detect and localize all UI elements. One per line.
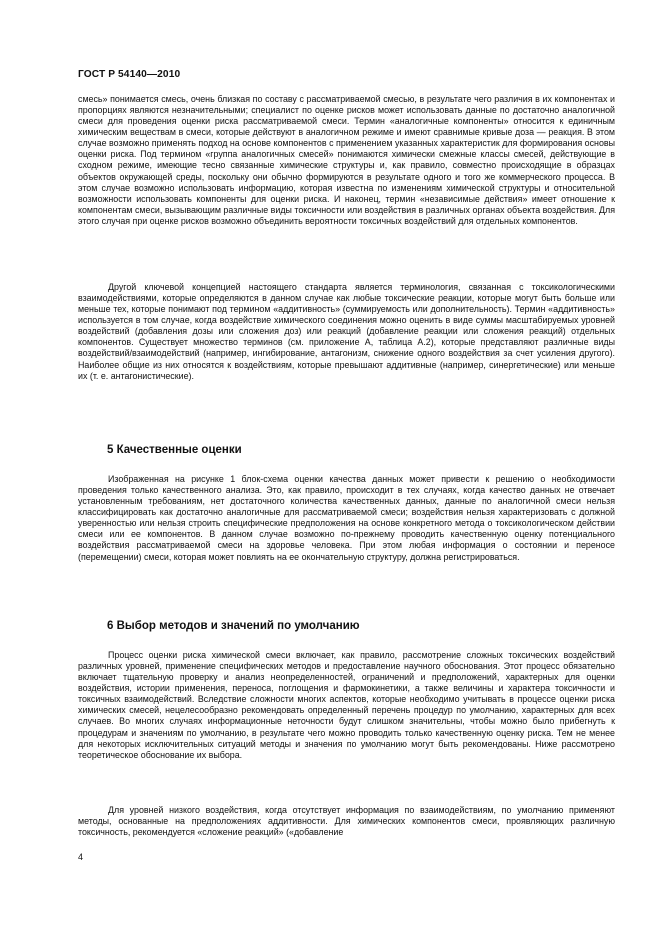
paragraph-qualitative: Изображенная на рисунке 1 блок-схема оценки качества данных может привести к решению о необходимости проведения только качественного анализа. Это, как правило, происходит в тех случаях, когда качество данных не отвечает установленным требованиям, нет достаточного количества качественных данных, данные по аналогичной смеси нельзя классифицировать как достаточно аналогичные для рассматриваемой смеси; воздействия нельзя характеризовать с должной уверенностью или нельзя строить специфические предположения на основе конкретного метода о токсикологическом действии смеси или ее компонентов. В данном случае возможно по-прежнему проводить качественную оценку потенциального воздействия рассматриваемой смеси на здоровье человека. При этом любая информация о состоянии и переносе (перемещении) смеси, которая может повлиять на ее окончательную структуру, должна регистрироваться. bbox=[78, 474, 615, 562]
paragraph-interactions: Другой ключевой концепцией настоящего стандарта является терминология, связанная с токсикологическими взаимодействиями, которые определяются в данном случае как любые токсические реакции, которые могут быть больше или меньше тех, которые понимают под термином «аддитивность» (суммируемость или дополнительность). Термин «аддитивность» используется в том случае, когда воздействие химического соединения можно оценить в виде суммы масштабируемых уровней воздействий (добавления дозы или сложения доз) или реакций (добавление реакции или сложения реакций) отдельных компонентов. Существует множество терминов (см. приложение А, таблица А.2), которые представляют различные виды воздействий/взаимодействий (например, ингибирование, антагонизм, снижение одного воздействия за счет усиления другого). Наиболее общие из них относятся к воздействиям, которые превышают аддитивные (например, синергетические) или меньше их (т. е. антагонистические). bbox=[78, 282, 615, 381]
document-header: ГОСТ Р 54140—2010 bbox=[78, 69, 181, 80]
section-heading-6: 6 Выбор методов и значений по умолчанию bbox=[107, 620, 360, 632]
paragraph-default-methods: Процесс оценки риска химической смеси включает, как правило, рассмотрение сложных токсических воздействий различных уровней, применение специфических методов и предоставление научного обоснования. Этот процесс обязательно включает тщательную проверку и анализ неопределенностей, ограничений и предположений, характерных для оценки воздействия, истории применения, переноса, поглощения и фармокинетики, а также величины и характера токсичности и токсичных взаимодействий. Вследствие сложности многих аспектов, которые необходимо учитывать в процессе оценки риска химических смесей, нецелесообразно рекомендовать определенный перечень процедур по умолчанию, характерных для всех случаев. Во многих случаях информационные неточности будут слишком значительны, чтобы можно было прибегнуть к процедурам и значениям по умолчанию, в результате чего можно проводить только качественную оценку риска. Тем не менее для некоторых исключительных ситуаций методы и значения по умолчанию могут быть рекомендованы. Ниже рассмотрено теоретическое обоснование их выбора. bbox=[78, 650, 615, 760]
page-number: 4 bbox=[78, 852, 84, 862]
paragraph-terms-analogous: смесь» понимается смесь, очень близкая по составу с рассматриваемой смесью, в результате чего различия в их компонентах и пропорциях являются незначительными; специалист по оценке рисков может использовать данные по достаточно аналогичной смеси для проведения оценки риска рассматриваемой смеси. Термин «аналогичные компоненты» относится к единичным химическим веществам в смеси, которые действуют в аналогичном режиме и имеют сравнимые кривые доза — реакция. В этом случае возможно применять подход на основе компонентов с применением указанных характеристик для формирования основы оценки риска. Под термином «группа аналогичных смесей» понимаются химически смежные классы смесей, действующие в сходном режиме, имеющие тесно связанные химические структуры и, как правило, совместно происходящие в образцах объектов окружающей среды, поскольку они обычно формируются в результате одного и того же коммерческого процесса. В этом случае возможно использовать информацию, которая известна по изменениям химической структуры и относительной возможности использовать компоненты для оценки риска. И наконец, термин «независимые действия» имеет отношение к компонентам смеси, вызывающим различные виды токсичности или воздействия в различных органах объекта воздействия. Для этого случая при оценке рисков возможно объединить вероятности токсичных воздействий для отдельных компонентов. bbox=[78, 94, 615, 226]
section-heading-5: 5 Качественные оценки bbox=[107, 444, 242, 456]
paragraph-low-exposure: Для уровней низкого воздействия, когда отсутствует информация по взаимодействиям, по умолчанию применяют методы, основанные на предположениях аддитивности. Для химических компонентов смеси, проявляющих различную токсичность, рекомендуется «сложение реакций» («добавление bbox=[78, 805, 615, 838]
